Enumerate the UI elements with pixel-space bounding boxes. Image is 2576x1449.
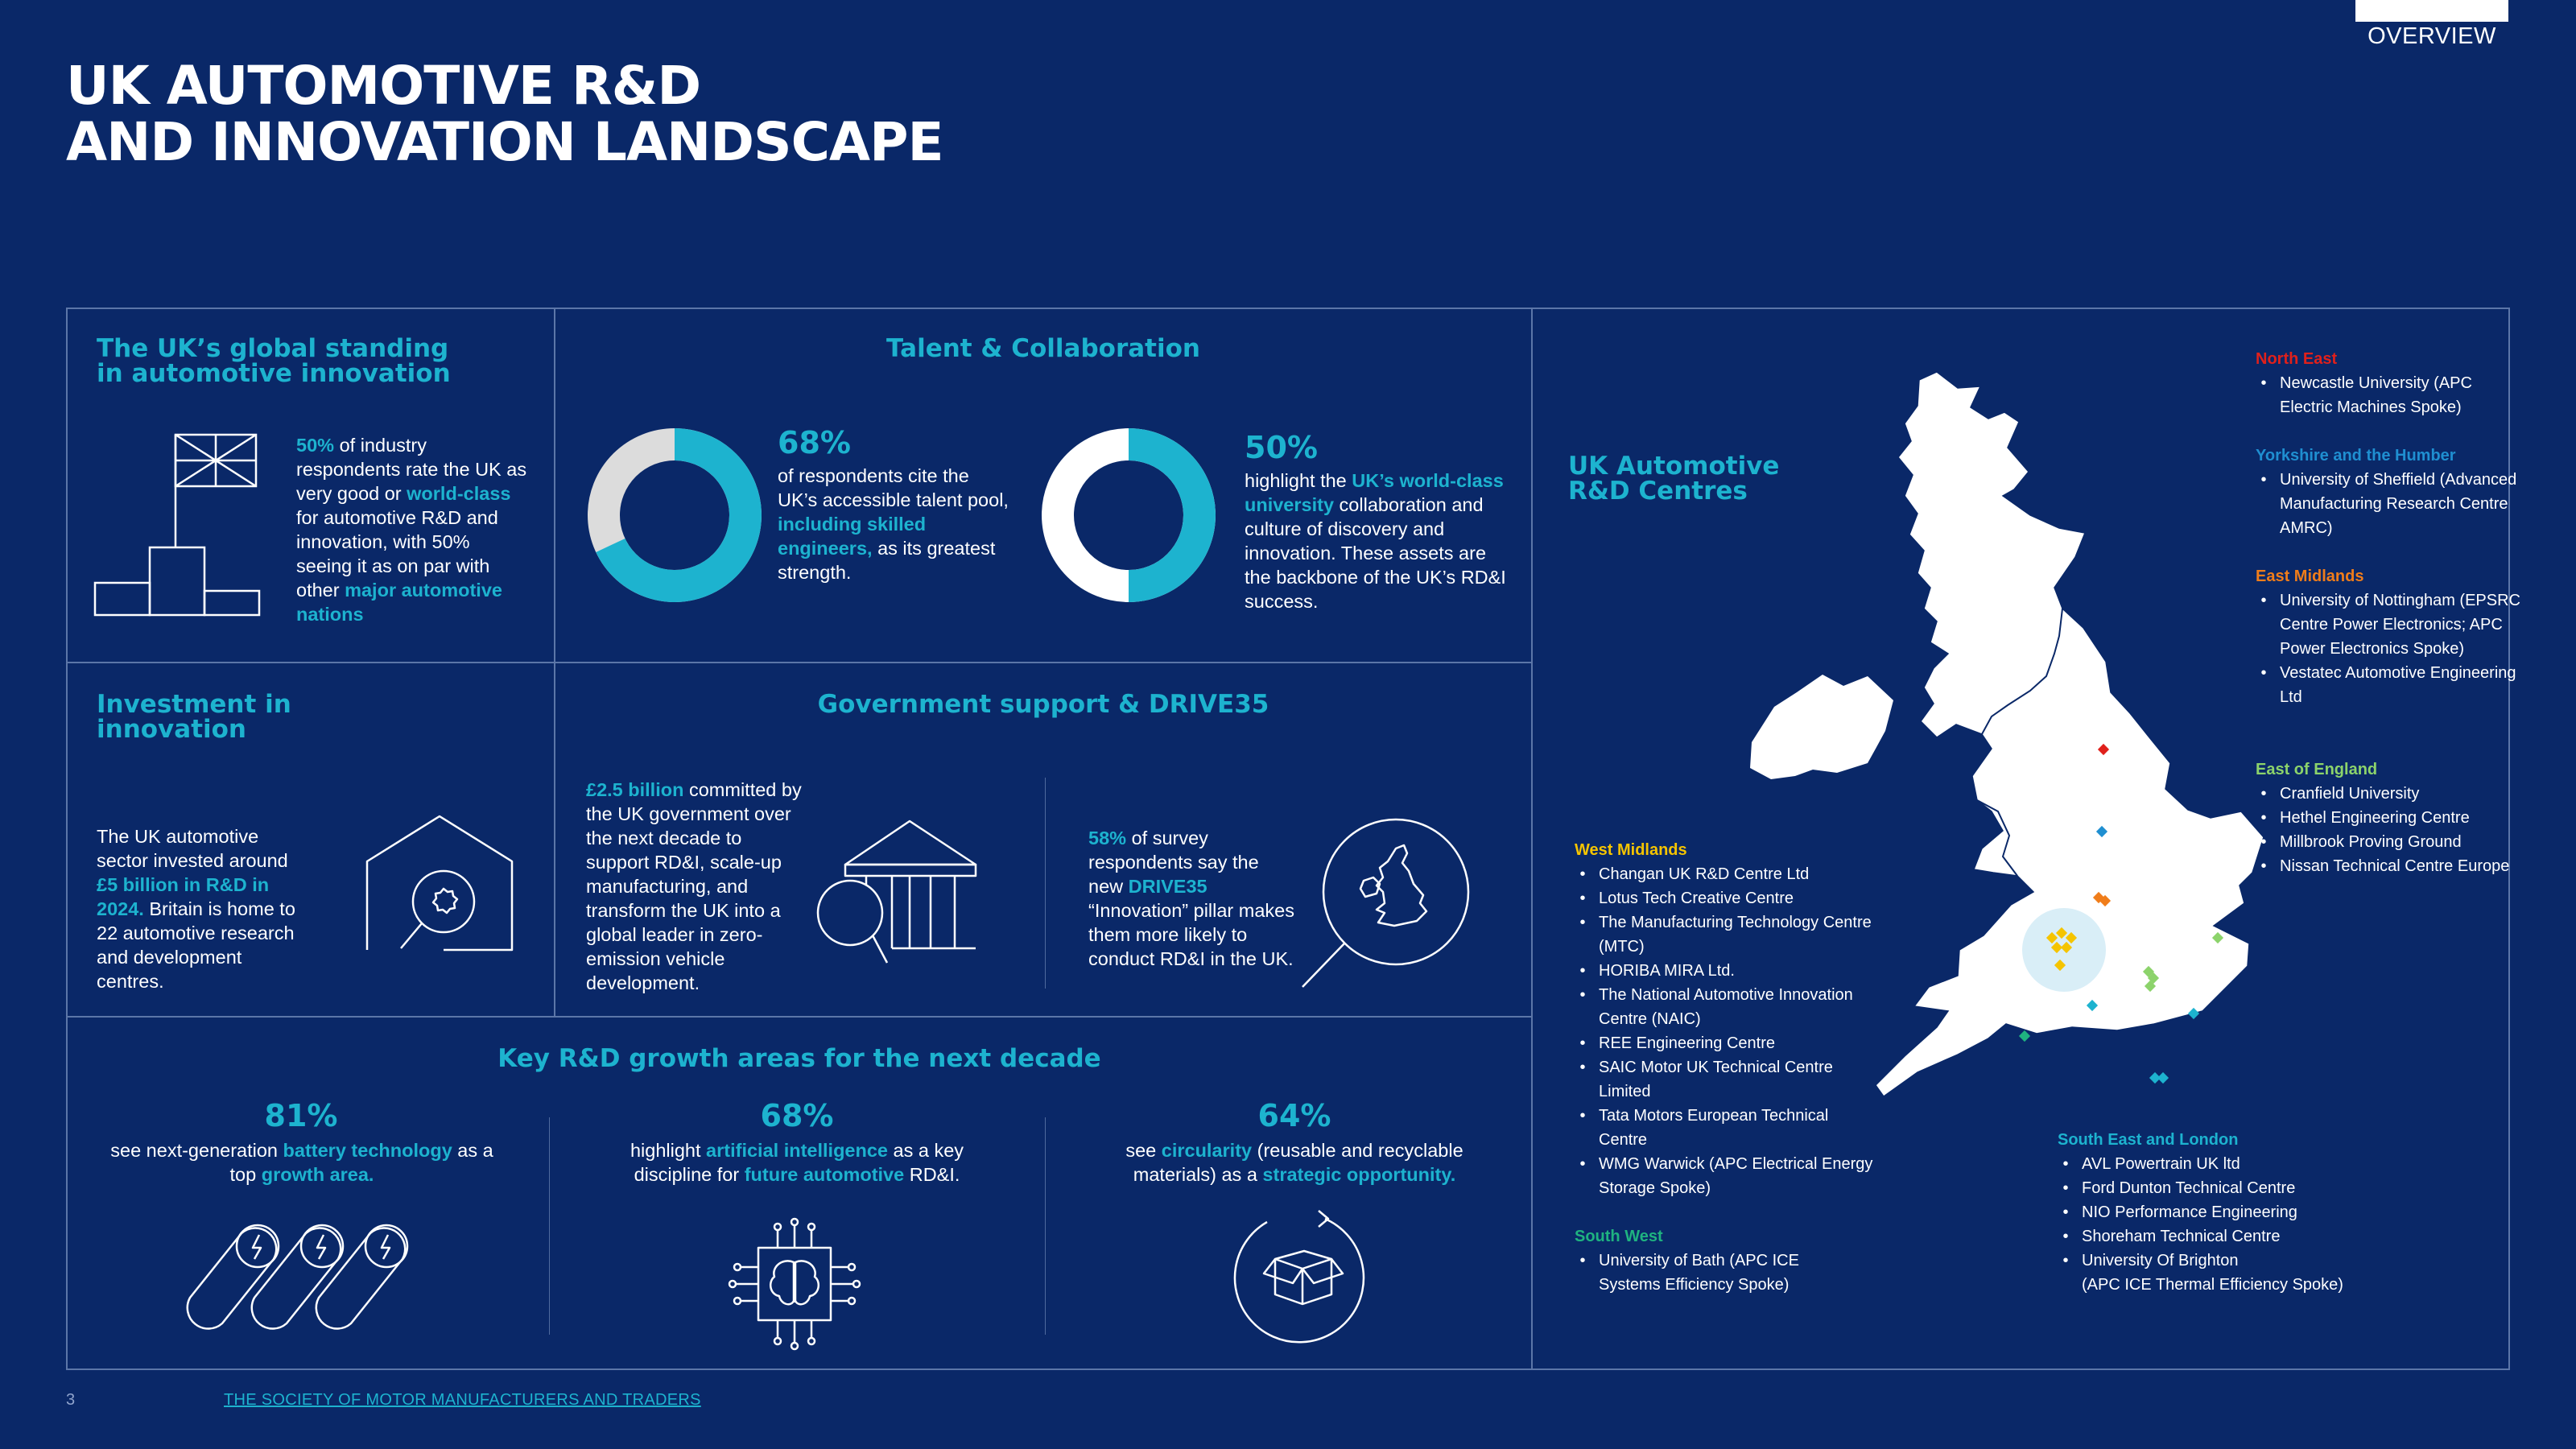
page-title-line-1: UK AUTOMOTIVE R&D (66, 55, 701, 117)
region-list-item: • SAIC Motor UK Technical Centre Limited (1599, 1055, 1876, 1104)
drive35-stat-value: 58% (1088, 828, 1127, 848)
talent-stat-1-highlight: including skilled engineers, (778, 514, 927, 559)
growth-ai-value: 68% (760, 1098, 834, 1133)
region-list-item: • WMG Warwick (APC Electrical Energy Storage Spoke) (1599, 1152, 1876, 1200)
organisation-link[interactable]: THE SOCIETY OF MOTOR MANUFACTURERS AND TRADERS (224, 1391, 701, 1409)
region-list-item: • University of Bath (APC ICE Systems Efficiency Spoke) (1599, 1249, 1864, 1297)
growth-circularity-highlight-1: circularity (1161, 1140, 1253, 1161)
growth-circularity-value: 64% (1257, 1098, 1331, 1133)
growth-ai-highlight-1: artificial intelligence (706, 1140, 888, 1161)
drive35-highlight: DRIVE35 (1128, 876, 1208, 897)
region-list-item: • University Of Brighton (2082, 1249, 2420, 1273)
growth-battery-highlight-1: battery technology (283, 1140, 452, 1161)
talent-stat-1-value: 68% (778, 425, 851, 460)
divider-col-2 (1531, 308, 1533, 1370)
region-list-item: • Ford Dunton Technical Centre (2082, 1176, 2420, 1200)
region-east-midlands-heading: East Midlands (2256, 568, 2364, 585)
investment-heading (97, 692, 291, 742)
region-list-item: • NIO Performance Engineering (2082, 1200, 2420, 1224)
recycling-box-icon (1228, 1208, 1373, 1349)
page-number: 3 (66, 1391, 76, 1409)
region-east-midlands-list (2256, 588, 2521, 709)
global-standing-heading (97, 336, 451, 386)
region-yorkshire-heading: Yorkshire and the Humber (2256, 447, 2456, 464)
government-building-icon (797, 813, 1006, 974)
region-west-midlands-list (1575, 862, 1876, 1200)
investment-text-a: The UK automotive sector invested around (97, 826, 288, 871)
talent-stat-2-text (1245, 469, 1510, 613)
talent-pool-donut-chart (586, 427, 763, 604)
divider-government (1045, 778, 1046, 989)
page-title-line-2: AND INNOVATION LANDSCAPE (66, 111, 943, 173)
battery-cell-icon (316, 1225, 407, 1329)
government-funding-text-a: committed by the UK government over the next decade to support RD&I, scale-up manufacturing, and transform the UK into a global leader in zero-emission vehicle development. (586, 779, 802, 993)
growth-circularity-text (1085, 1138, 1504, 1187)
divider-growth-2 (1045, 1117, 1046, 1335)
region-yorkshire-list (2256, 468, 2529, 540)
region-list-item: • University of Sheffield (Advanced Manufacturing Research Centre AMRC) (2280, 468, 2529, 540)
growth-battery-text-a: see next-generation (110, 1140, 283, 1161)
investment-highlight: £5 billion in R&D in 2024. (97, 874, 270, 919)
rd-centres-heading-line-1: UK Automotive (1568, 452, 1780, 481)
drive35-text-b: “Innovation” pillar makes them more likely to conduct RD&I in the UK. (1088, 900, 1294, 969)
house-search-icon (359, 813, 528, 958)
region-list-item: • Nissan Technical Centre Europe (2280, 854, 2529, 878)
growth-battery-highlight-2: growth area. (261, 1164, 374, 1185)
region-list-item: • Millbrook Proving Ground (2280, 830, 2529, 854)
divider-col-1 (554, 308, 555, 1016)
global-text-1: of industry respondents rate the UK as very good or (296, 435, 527, 504)
page-title (66, 55, 943, 173)
talent-stat-2-text-a: highlight the (1245, 470, 1352, 491)
region-list-item: • Newcastle University (APC Electric Machines Spoke) (2280, 371, 2529, 419)
global-heading-line-2: in automotive innovation (97, 359, 451, 388)
region-north-east-list (2256, 371, 2529, 419)
region-list-item: • University of Nottingham (EPSRC Centre Power Electronics; APC Power Electronics Spoke) (2280, 588, 2521, 661)
investment-text-b: Britain is home to 22 automotive research and development centres. (97, 898, 295, 992)
region-list-item: • Cranfield University (2280, 782, 2529, 806)
talent-stat-1-text-b: as its greatest strength. (778, 538, 996, 583)
divider-row-2 (66, 1016, 1533, 1018)
investment-heading-line-2: innovation (97, 715, 246, 744)
growth-battery-text-b: as a top (229, 1140, 493, 1185)
growth-ai-highlight-2: future automotive (744, 1164, 905, 1185)
divider-growth-1 (549, 1117, 550, 1335)
battery-cells-icon (174, 1217, 415, 1330)
region-north-east-heading: North East (2256, 350, 2338, 368)
region-south-west-heading: South West (1575, 1228, 1663, 1245)
talent-stat-1-text-a: of respondents cite the UK’s accessible talent pool, (778, 465, 1009, 510)
marker-south-west (2019, 1030, 2030, 1042)
talent-heading: Talent & Collaboration (886, 334, 1200, 363)
region-list-item: • Tata Motors European Technical Centre (1599, 1104, 1876, 1152)
battery-cell-icon (188, 1225, 279, 1329)
podium-flag-icon (95, 425, 272, 618)
global-heading-line-1: The UK’s global standing (97, 334, 449, 363)
northern-ireland-map (1750, 675, 1893, 779)
drive35-text-a: of survey respondents say the new (1088, 828, 1259, 897)
growth-battery-text (105, 1138, 499, 1187)
drive35-text (1088, 826, 1298, 971)
region-south-east-list (2058, 1152, 2420, 1297)
growth-heading: Key R&D growth areas for the next decade (497, 1044, 1101, 1073)
talent-stat-2-value: 50% (1245, 430, 1318, 465)
growth-circularity-text-b: (reusable and recyclable materials) as a (1133, 1140, 1463, 1185)
region-list-item: • Vestatec Automotive Engineering Ltd (2280, 661, 2521, 709)
divider-row-1 (66, 662, 1533, 663)
global-stat-value: 50% (296, 435, 335, 456)
growth-ai-text (596, 1138, 998, 1187)
region-list-item: • Lotus Tech Creative Centre (1599, 886, 1876, 910)
talent-stat-1-text (778, 464, 1011, 584)
ai-chip-brain-icon (726, 1216, 863, 1352)
overview-tab[interactable] (2355, 0, 2508, 50)
region-list-item: • Shoreham Technical Centre (2082, 1224, 2420, 1249)
talent-stat-2-text-b: collaboration and culture of discovery and innovation. These assets are the backbone of the UK’s RD&I success. (1245, 494, 1506, 612)
region-list-item: (APC ICE Thermal Efficiency Spoke) (2082, 1276, 2343, 1294)
government-heading: Government support & DRIVE35 (817, 690, 1269, 719)
tab-indicator (2355, 0, 2508, 22)
growth-battery-value: 81% (264, 1098, 338, 1133)
region-list-item: • Hethel Engineering Centre (2280, 806, 2529, 830)
rd-centres-heading-line-2: R&D Centres (1568, 477, 1748, 506)
marker-south-east-4 (2157, 1072, 2169, 1084)
global-highlight-major-nations: major automotive nations (296, 580, 502, 625)
global-standing-text (296, 433, 530, 626)
global-highlight-world-class: world-class (407, 483, 511, 504)
growth-circularity-highlight-2: strategic opportunity. (1262, 1164, 1456, 1185)
region-west-midlands-heading: West Midlands (1575, 841, 1687, 859)
region-list-item: • Changan UK R&D Centre Ltd (1599, 862, 1876, 886)
tab-label: OVERVIEW (2368, 23, 2496, 49)
region-list-item: • REE Engineering Centre (1599, 1031, 1876, 1055)
global-text-2: for automotive R&D and innovation, with 50% seeing it as on par with other (296, 507, 498, 601)
uk-magnifier-icon (1299, 816, 1468, 993)
region-list-item: • HORIBA MIRA Ltd. (1599, 959, 1876, 983)
region-south-west-list (1575, 1249, 1864, 1297)
growth-circularity-text-a: see (1125, 1140, 1162, 1161)
investment-heading-line-1: Investment in (97, 690, 291, 719)
region-list-item: • The National Automotive Innovation Centre (NAIC) (1599, 983, 1876, 1031)
region-east-england-heading: East of England (2256, 761, 2378, 778)
growth-ai-text-c: RD&I. (904, 1164, 960, 1185)
region-list-item: • AVL Powertrain UK ltd (2082, 1152, 2420, 1176)
battery-cell-icon (252, 1225, 343, 1329)
growth-ai-text-b: as a key discipline for (634, 1140, 964, 1185)
region-south-east-heading: South East and London (2058, 1131, 2239, 1149)
university-collaboration-donut-chart (1040, 427, 1217, 604)
region-east-england-list (2256, 782, 2529, 878)
region-list-item: • The Manufacturing Technology Centre (MTC) (1599, 910, 1876, 959)
donut-value-arc (1129, 444, 1199, 586)
government-funding-value: £2.5 billion (586, 779, 684, 800)
investment-text (97, 824, 314, 993)
growth-ai-text-a: highlight (630, 1140, 707, 1161)
talent-stat-2-highlight: UK’s world-class university (1245, 470, 1504, 515)
government-funding-text (586, 778, 803, 995)
